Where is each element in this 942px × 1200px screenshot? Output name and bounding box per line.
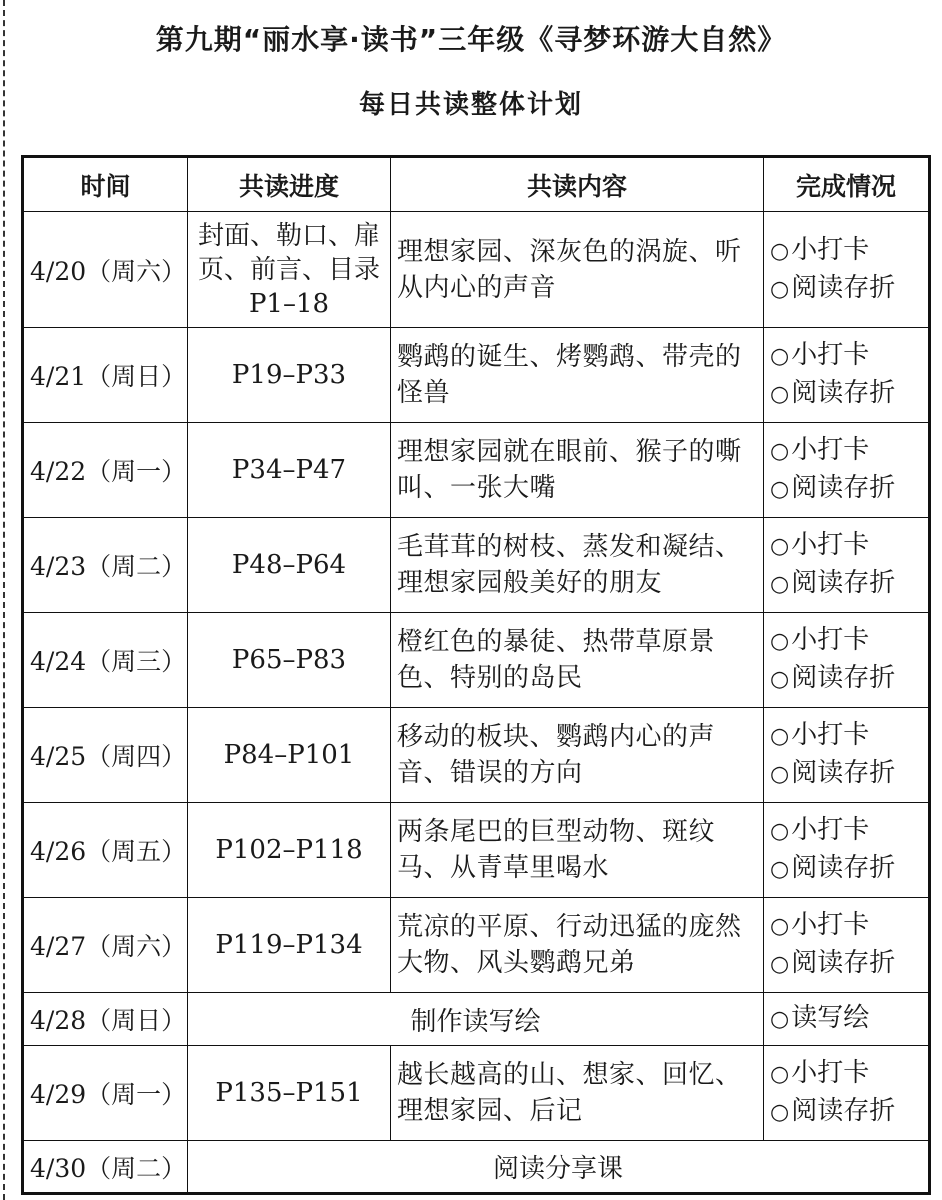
cell-progress: P34–P47 xyxy=(188,423,391,518)
table-body xyxy=(23,212,930,1194)
status-option[interactable] xyxy=(770,1000,922,1038)
checkbox-circle-icon[interactable]: ○ xyxy=(770,439,790,464)
checkbox-circle-icon[interactable]: ○ xyxy=(770,629,790,654)
dashed-left-border xyxy=(3,0,5,1200)
cell-status xyxy=(764,518,930,613)
status-option-label: 阅读存折 xyxy=(791,663,896,693)
cell-status xyxy=(764,993,930,1046)
status-option[interactable] xyxy=(770,565,922,603)
cell-content: 移动的板块、鹦鹉内心的声音、错误的方向 xyxy=(391,708,764,803)
checkbox-circle-icon[interactable]: ○ xyxy=(770,724,790,749)
cell-progress: 封面、勒口、扉页、前言、目录P1–18 xyxy=(188,212,391,328)
status-option-label: 小打卡 xyxy=(791,530,870,560)
status-option[interactable] xyxy=(770,232,922,270)
cell-status xyxy=(764,708,930,803)
status-option[interactable] xyxy=(770,907,922,945)
page-title: 第九期“丽水享·读书”三年级《寻梦环游大自然》 xyxy=(155,23,787,56)
cell-date: 4/26（周五） xyxy=(23,803,188,898)
checkbox-circle-icon[interactable]: ○ xyxy=(770,477,790,502)
cell-date: 4/25（周四） xyxy=(23,708,188,803)
status-option-label: 小打卡 xyxy=(791,1058,870,1088)
table-row xyxy=(23,1141,930,1194)
cell-activity: 阅读分享课 xyxy=(188,1141,930,1194)
status-option-label: 小打卡 xyxy=(791,234,870,265)
checkbox-circle-icon[interactable]: ○ xyxy=(770,238,790,264)
cell-status xyxy=(764,613,930,708)
status-option[interactable] xyxy=(770,1055,922,1093)
checkbox-circle-icon[interactable]: ○ xyxy=(770,857,790,882)
status-option[interactable] xyxy=(770,660,922,698)
cell-progress: P65–P83 xyxy=(188,613,391,708)
cell-content: 橙红色的暴徒、热带草原景色、特别的岛民 xyxy=(391,613,764,708)
table-row xyxy=(23,212,930,328)
cell-date: 4/27（周六） xyxy=(23,898,188,993)
checkbox-circle-icon[interactable]: ○ xyxy=(770,914,790,939)
status-option[interactable] xyxy=(770,812,922,850)
cell-activity: 制作读写绘 xyxy=(188,993,764,1046)
checkbox-circle-icon[interactable]: ○ xyxy=(770,382,790,407)
cell-date: 4/24（周三） xyxy=(23,613,188,708)
status-option[interactable] xyxy=(770,945,922,983)
cell-date: 4/21（周日） xyxy=(23,328,188,423)
checkbox-circle-icon[interactable]: ○ xyxy=(770,819,790,844)
header-time: 时间 xyxy=(23,157,188,212)
checkbox-circle-icon[interactable]: ○ xyxy=(770,762,790,787)
table-row xyxy=(23,993,930,1046)
cell-progress: P84–P101 xyxy=(188,708,391,803)
checkbox-circle-icon[interactable]: ○ xyxy=(770,1007,790,1032)
cell-progress: P19–P33 xyxy=(188,328,391,423)
cell-content: 鹦鹉的诞生、烤鹦鹉、带壳的怪兽 xyxy=(391,328,764,423)
status-option[interactable] xyxy=(770,527,922,565)
cell-content: 理想家园、深灰色的涡旋、听从内心的声音 xyxy=(391,212,764,328)
cell-status xyxy=(764,1046,930,1141)
header-progress: 共读进度 xyxy=(188,157,391,212)
table-row xyxy=(23,1046,930,1141)
cell-progress: P135–P151 xyxy=(188,1046,391,1141)
status-option-label: 小打卡 xyxy=(791,435,870,465)
cell-content: 毛茸茸的树枝、蒸发和凝结、理想家园般美好的朋友 xyxy=(391,518,764,613)
status-option-label: 小打卡 xyxy=(791,340,870,370)
table-row xyxy=(23,518,930,613)
cell-content: 越长越高的山、想家、回忆、理想家园、后记 xyxy=(391,1046,764,1141)
status-option[interactable] xyxy=(770,375,922,413)
status-option-label: 小打卡 xyxy=(791,815,870,845)
status-option-label: 小打卡 xyxy=(791,720,870,750)
cell-status xyxy=(764,328,930,423)
header-status: 完成情况 xyxy=(764,157,930,212)
cell-status xyxy=(764,803,930,898)
status-option-label: 阅读存折 xyxy=(791,853,896,883)
status-option[interactable] xyxy=(770,717,922,755)
page-subtitle: 每日共读整体计划 xyxy=(358,90,583,120)
status-option[interactable] xyxy=(770,1093,922,1131)
cell-progress: P119–P134 xyxy=(188,898,391,993)
checkbox-circle-icon[interactable]: ○ xyxy=(770,572,790,597)
cell-date: 4/29（周一） xyxy=(23,1046,188,1141)
checkbox-circle-icon[interactable]: ○ xyxy=(770,344,790,369)
checkbox-circle-icon[interactable]: ○ xyxy=(770,276,790,302)
cell-content: 荒凉的平原、行动迅猛的庞然大物、风头鹦鹉兄弟 xyxy=(391,898,764,993)
cell-content: 两条尾巴的巨型动物、斑纹马、从青草里喝水 xyxy=(391,803,764,898)
table-header-row xyxy=(23,157,930,212)
checkbox-circle-icon[interactable]: ○ xyxy=(770,534,790,559)
cell-content: 理想家园就在眼前、猴子的嘶叫、一张大嘴 xyxy=(391,423,764,518)
status-option[interactable] xyxy=(770,270,922,308)
cell-date: 4/30（周二） xyxy=(23,1141,188,1194)
checkbox-circle-icon[interactable]: ○ xyxy=(770,952,790,977)
cell-status xyxy=(764,423,930,518)
status-option[interactable] xyxy=(770,755,922,793)
table-row xyxy=(23,803,930,898)
cell-progress: P48–P64 xyxy=(188,518,391,613)
cell-status xyxy=(764,212,930,328)
status-option-label: 小打卡 xyxy=(791,625,870,655)
status-option[interactable] xyxy=(770,470,922,508)
status-option-label: 小打卡 xyxy=(791,910,870,940)
status-option[interactable] xyxy=(770,850,922,888)
table-row xyxy=(23,328,930,423)
cell-date: 4/20（周六） xyxy=(23,212,188,328)
checkbox-circle-icon[interactable]: ○ xyxy=(770,667,790,692)
status-option-label: 阅读存折 xyxy=(791,568,896,598)
table-row xyxy=(23,898,930,993)
table-row xyxy=(23,423,930,518)
cell-progress: P102–P118 xyxy=(188,803,391,898)
status-option-label: 读写绘 xyxy=(791,1003,870,1033)
cell-status xyxy=(764,898,930,993)
status-option-label: 阅读存折 xyxy=(791,758,896,788)
header-content: 共读内容 xyxy=(391,157,764,212)
cell-date: 4/28（周日） xyxy=(23,993,188,1046)
table-row xyxy=(23,613,930,708)
cell-date: 4/22（周一） xyxy=(23,423,188,518)
checkbox-circle-icon[interactable]: ○ xyxy=(770,1062,790,1087)
checkbox-circle-icon[interactable]: ○ xyxy=(770,1100,790,1125)
status-option-label: 阅读存折 xyxy=(791,473,896,503)
status-option[interactable] xyxy=(770,337,922,375)
status-option[interactable] xyxy=(770,432,922,470)
status-option-label: 阅读存折 xyxy=(791,948,896,978)
status-option-label: 阅读存折 xyxy=(791,272,896,303)
table-row xyxy=(23,708,930,803)
status-option-label: 阅读存折 xyxy=(791,378,896,408)
reading-plan-table xyxy=(21,155,931,1195)
cell-date: 4/23（周二） xyxy=(23,518,188,613)
status-option-label: 阅读存折 xyxy=(791,1096,896,1126)
status-option[interactable] xyxy=(770,622,922,660)
